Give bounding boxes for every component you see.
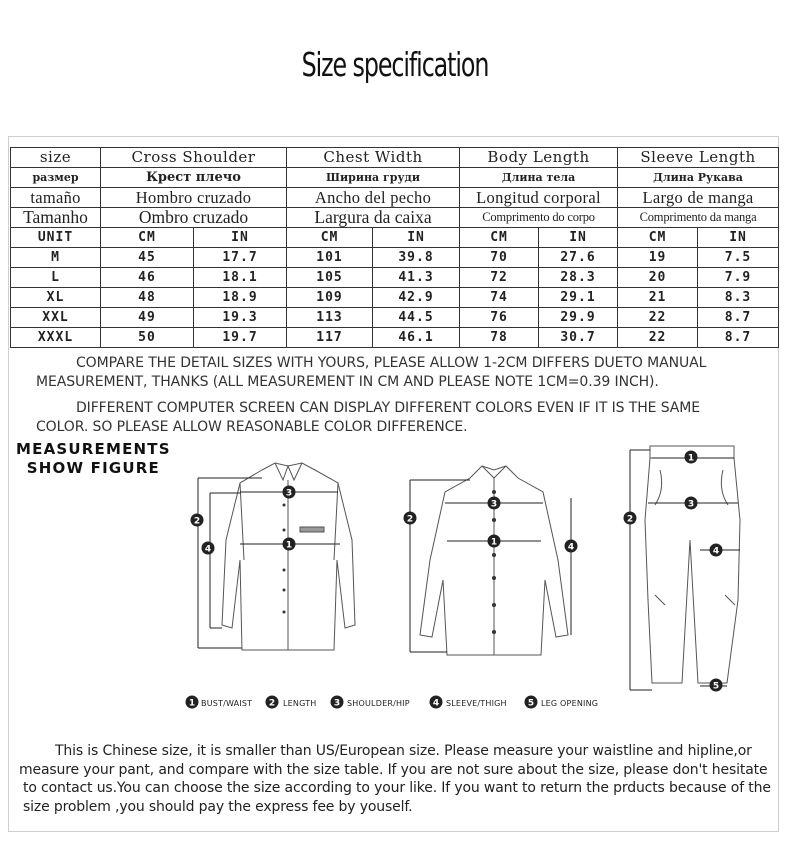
table-cell: 76 xyxy=(460,308,539,328)
table-cell: XXL xyxy=(11,308,101,328)
table-cell: 8.3 xyxy=(698,288,779,308)
header-cross-shoulder-pt: Ombro cruzado xyxy=(101,208,287,228)
marker-waist-pants xyxy=(685,451,698,464)
svg-text:2: 2 xyxy=(193,516,201,527)
table-cell: 21 xyxy=(618,288,698,308)
header-body-length-pt: Comprimento do corpo xyxy=(460,208,618,228)
marker-length-shirt1 xyxy=(191,514,204,527)
table-cell: 72 xyxy=(460,268,539,288)
marker-bust-shirt1 xyxy=(283,538,296,551)
header-size-es: tamaño xyxy=(11,188,101,208)
marker-length-shirt2 xyxy=(404,512,417,525)
legend-item-length xyxy=(266,696,317,709)
table-cell: L xyxy=(11,268,101,288)
table-cell: 41.3 xyxy=(373,268,460,288)
shirt-figure-stand-collar xyxy=(420,466,568,655)
legend xyxy=(186,696,599,709)
marker-shoulder-shirt1 xyxy=(283,486,296,499)
header-body-length-es: Longitud corporal xyxy=(460,188,618,208)
table-cell: 105 xyxy=(287,268,373,288)
svg-text:5: 5 xyxy=(712,681,720,692)
svg-text:2: 2 xyxy=(626,514,634,525)
svg-text:3: 3 xyxy=(490,499,498,510)
compare-note-line2: MEASUREMENT, THANKS (ALL MEASUREMENT IN CM AND PLEASE NOTE 1CM=0.39 INCH). xyxy=(36,374,659,390)
unit-cell: UNIT xyxy=(11,228,101,248)
header-chest-width: Chest Width xyxy=(287,148,460,168)
table-cell: 42.9 xyxy=(373,288,460,308)
table-cell: 22 xyxy=(618,308,698,328)
table-cell: 17.7 xyxy=(194,248,287,268)
svg-text:LENGTH: LENGTH xyxy=(283,699,317,708)
marker-leg-opening-pants xyxy=(710,679,723,692)
svg-text:4: 4 xyxy=(432,698,440,709)
unit-cell: IN xyxy=(698,228,779,248)
header-cross-shoulder-es: Hombro cruzado xyxy=(101,188,287,208)
table-cell: 19 xyxy=(618,248,698,268)
table-cell: 20 xyxy=(618,268,698,288)
table-cell: 29.9 xyxy=(539,308,618,328)
table-cell: 74 xyxy=(460,288,539,308)
table-cell: XL xyxy=(11,288,101,308)
header-body-length: Body Length xyxy=(460,148,618,168)
header-sleeve-length-pt: Comprimento da manga xyxy=(618,208,779,228)
header-chest-width-pt: Largura da caixa xyxy=(287,208,460,228)
legend-item-leg-opening xyxy=(525,696,599,709)
unit-cell: IN xyxy=(194,228,287,248)
svg-text:SLEEVE/THIGH: SLEEVE/THIGH xyxy=(446,699,507,708)
unit-cell: CM xyxy=(101,228,194,248)
marker-hip-pants xyxy=(685,497,698,510)
unit-cell: IN xyxy=(539,228,618,248)
table-cell: 8.7 xyxy=(698,308,779,328)
header-chest-width-ru: Ширина груди xyxy=(287,168,460,188)
svg-text:1: 1 xyxy=(490,537,498,548)
disclaimer-line1: This is Chinese size, it is smaller than US/European size. Please measure your waistline and hipline,or xyxy=(55,743,752,759)
marker-thigh-pants xyxy=(710,544,723,557)
unit-cell: CM xyxy=(618,228,698,248)
svg-text:4: 4 xyxy=(712,546,720,557)
legend-item-bust-waist xyxy=(186,696,253,709)
header-sleeve-length-es: Largo de manga xyxy=(618,188,779,208)
shirt-buttons xyxy=(283,504,286,614)
table-cell: 46 xyxy=(101,268,194,288)
measurements-label-line1: MEASUREMENTS xyxy=(16,440,171,458)
table-cell: 48 xyxy=(101,288,194,308)
color-note-line1: DIFFERENT COMPUTER SCREEN CAN DISPLAY DIFFERENT COLORS EVEN IF IT IS THE SAME xyxy=(76,400,701,416)
disclaimer-line4: size problem ,you should pay the express fee by youself. xyxy=(23,798,413,815)
header-sleeve-length: Sleeve Length xyxy=(618,148,779,168)
table-cell: M xyxy=(11,248,101,268)
table-cell: XXXL xyxy=(11,328,101,348)
unit-cell: CM xyxy=(460,228,539,248)
table-cell: 117 xyxy=(287,328,373,348)
table-cell: 7.5 xyxy=(698,248,779,268)
table-cell: 101 xyxy=(287,248,373,268)
svg-text:3: 3 xyxy=(687,499,695,510)
table-cell: 22 xyxy=(618,328,698,348)
svg-text:SHOULDER/HIP: SHOULDER/HIP xyxy=(347,699,410,708)
marker-sleeve-shirt1 xyxy=(202,542,215,555)
svg-text:1: 1 xyxy=(285,540,293,551)
header-size-pt: Tamanho xyxy=(11,208,101,228)
legend-item-sleeve-thigh xyxy=(430,696,507,709)
table-cell: 70 xyxy=(460,248,539,268)
table-cell: 46.1 xyxy=(373,328,460,348)
table-cell: 27.6 xyxy=(539,248,618,268)
disclaimer-line3: to contact us.You can choose the size according to your like. If you want to return the prducts because of the xyxy=(23,780,771,796)
marker-shoulder-shirt2 xyxy=(488,497,501,510)
table-cell: 18.1 xyxy=(194,268,287,288)
size-disclaimer xyxy=(19,742,771,816)
table-cell: 113 xyxy=(287,308,373,328)
header-cross-shoulder: Cross Shoulder xyxy=(101,148,287,168)
table-cell: 7.9 xyxy=(698,268,779,288)
legend-item-shoulder-hip xyxy=(331,696,410,709)
table-cell: 19.3 xyxy=(194,308,287,328)
color-note-line2: COLOR. SO PLEASE ALLOW REASONABLE COLOR DIFFERENCE. xyxy=(36,419,468,435)
disclaimer-line2: measure your pant, and compare with the size table. If you are not sure about the size, please don't hesitate xyxy=(19,761,768,778)
svg-text:3: 3 xyxy=(285,488,293,499)
shirt-measure-lines xyxy=(198,478,340,648)
table-cell: 44.5 xyxy=(373,308,460,328)
svg-text:4: 4 xyxy=(567,542,575,553)
table-cell: 49 xyxy=(101,308,194,328)
compare-note-line1: COMPARE THE DETAIL SIZES WITH YOURS, PLEASE ALLOW 1-2CM DIFFERS DUETO MANUAL xyxy=(76,355,707,371)
page-title: Size specification xyxy=(301,45,489,84)
table-cell: 39.8 xyxy=(373,248,460,268)
table-cell: 28.3 xyxy=(539,268,618,288)
svg-text:4: 4 xyxy=(204,544,212,555)
header-body-length-ru: Длина тела xyxy=(460,168,618,188)
table-cell: 45 xyxy=(101,248,194,268)
header-chest-width-es: Ancho del pecho xyxy=(287,188,460,208)
svg-text:3: 3 xyxy=(333,698,341,709)
marker-sleeve-shirt2 xyxy=(565,540,578,553)
unit-cell: IN xyxy=(373,228,460,248)
table-cell: 50 xyxy=(101,328,194,348)
svg-text:1: 1 xyxy=(188,698,196,709)
table-cell: 29.1 xyxy=(539,288,618,308)
svg-text:BUST/WAIST: BUST/WAIST xyxy=(201,699,253,708)
pants-figure xyxy=(645,446,740,683)
unit-cell: CM xyxy=(287,228,373,248)
header-size-ru: размер xyxy=(11,168,101,188)
table-cell: 109 xyxy=(287,288,373,308)
table-cell: 18.9 xyxy=(194,288,287,308)
table-cell: 78 xyxy=(460,328,539,348)
table-cell: 8.7 xyxy=(698,328,779,348)
marker-length-pants xyxy=(624,512,637,525)
measurements-label-line2: SHOW FIGURE xyxy=(26,459,160,477)
svg-text:2: 2 xyxy=(406,514,414,525)
marker-bust-shirt2 xyxy=(488,535,501,548)
svg-text:5: 5 xyxy=(527,698,535,709)
header-sleeve-length-ru: Длина Рукава xyxy=(618,168,779,188)
header-cross-shoulder-ru: Крест плечо xyxy=(101,168,287,188)
svg-text:2: 2 xyxy=(268,698,276,709)
table-cell: 30.7 xyxy=(539,328,618,348)
header-size: size xyxy=(11,148,101,168)
svg-text:1: 1 xyxy=(687,453,695,464)
svg-text:LEG OPENING: LEG OPENING xyxy=(541,699,599,708)
table-cell: 19.7 xyxy=(194,328,287,348)
